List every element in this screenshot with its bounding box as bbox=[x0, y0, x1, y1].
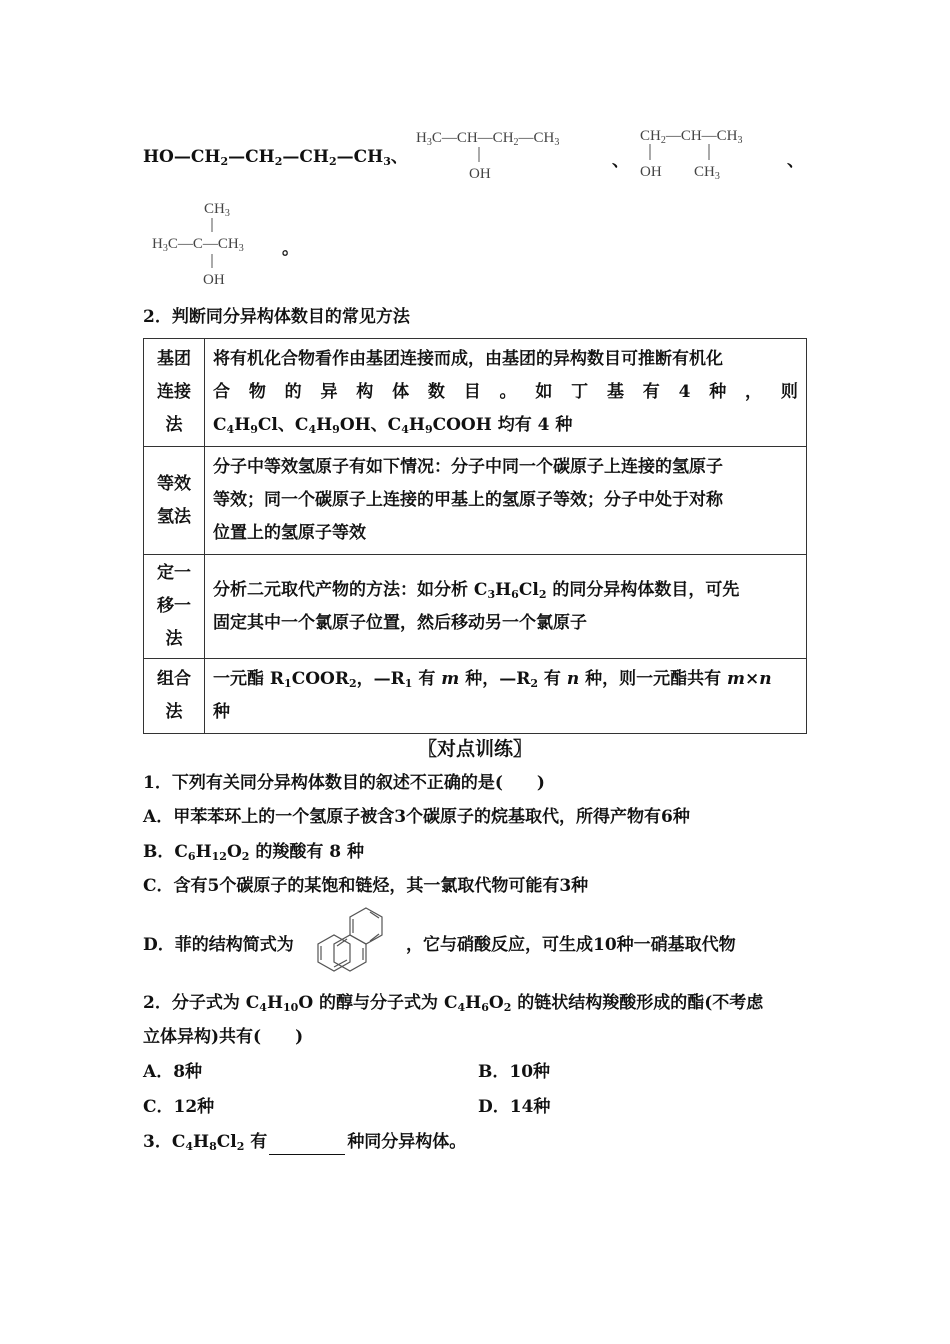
structure-2-butanol bbox=[414, 122, 614, 184]
structure-tert-butanol bbox=[152, 196, 282, 292]
q1-option-d-pre: D．菲的结构简式为 bbox=[143, 935, 294, 955]
svg-text:OH: OH bbox=[469, 166, 491, 182]
svg-text:CH3: $CH_3$ bbox=[694, 164, 720, 182]
method-desc: 分析二元取代产物的方法：如分析 $C_3H_6Cl_2$ 的同分异构体数目，可先 固定其中一个氯原子位置，然后移动另一个氯原子 bbox=[205, 555, 807, 659]
q2-option-c: C．12种 bbox=[143, 1097, 215, 1117]
method-desc: 一元酯 $R_1COOR_2$，$—R_1$ 有 m 种，$—R_2$ 有 n 种，则一元酯共有 m×n 种 bbox=[205, 659, 807, 734]
methods-table bbox=[143, 338, 807, 734]
method-name: 基团 连接 法 bbox=[144, 339, 205, 447]
structure-separator: 、 bbox=[787, 151, 804, 171]
svg-text:H3C—CH—CH2—CH3: $H_3C—CH—CH_2—CH_3$ bbox=[416, 130, 560, 148]
q2-option-a: A．8种 bbox=[143, 1062, 203, 1082]
svg-text:H3C—C—CH3: $H_3C—C—CH_3$ bbox=[152, 236, 244, 254]
method-name: 组合 法 bbox=[144, 659, 205, 734]
q2-option-d: D．14种 bbox=[478, 1097, 551, 1117]
table-row bbox=[144, 555, 807, 659]
structure-2-methyl-1-propanol bbox=[638, 122, 788, 184]
table-row bbox=[144, 447, 807, 555]
q1-option-b: B．$C_6H_{12}O_2$ 的羧酸有 8 种 bbox=[143, 842, 364, 863]
q1-option-c: C．含有5个碳原子的某饱和链烃，其一氯取代物可能有3种 bbox=[143, 876, 589, 896]
q2-stem-line1: 2．分子式为 $C_4H_{10}O$ 的醇与分子式为 $C_4H_6O_2$ 的链状结构羧酸形成的酯(不考虑 bbox=[143, 993, 764, 1014]
section-title: 2．判断同分异构体数目的常见方法 bbox=[143, 307, 410, 327]
structure-1-butanol: $HO—CH_2—CH_2—CH_2—CH_3$、 bbox=[143, 147, 408, 168]
q2-stem-line2: 立体异构)共有( ) bbox=[143, 1027, 304, 1047]
table-row bbox=[144, 659, 807, 734]
svg-text:CH2—CH—CH3: $CH_2—CH—CH_3$ bbox=[640, 128, 743, 146]
q3-stem: 3．$C_4H_8Cl_2$ 有 种同分异构体。 bbox=[143, 1132, 467, 1153]
svg-text:CH3: $CH_3$ bbox=[204, 201, 230, 219]
method-name: 等效 氢法 bbox=[144, 447, 205, 555]
phenanthrene-third-ring bbox=[316, 904, 406, 974]
structure-separator: 、 bbox=[612, 151, 629, 171]
method-name: 定一 移一 法 bbox=[144, 555, 205, 659]
practice-title: 〖对点训练〗 bbox=[417, 738, 532, 760]
q1-option-a: A．甲苯苯环上的一个氢原子被含3个碳原子的烷基取代，所得产物有6种 bbox=[143, 807, 690, 827]
q1-option-d-post: ，它与硝酸反应，可生成10种一硝基取代物 bbox=[406, 935, 736, 955]
answer-blank[interactable] bbox=[269, 1136, 345, 1155]
svg-text:OH: OH bbox=[640, 164, 662, 180]
structure-end-mark: 。 bbox=[282, 239, 299, 259]
method-desc: 将有机化合物看作由基团连接而成，由基团的异构数目可推断有机化 合 物 的 异 构 体 数 目 。 如 丁 基 有 4 种 ， 则 $C_4H_9Cl$、$C_4H_9OH$、$C_4H_9COOH$ 均有 4 种 bbox=[205, 339, 807, 447]
table-row bbox=[144, 339, 807, 447]
q2-option-b: B．10种 bbox=[478, 1062, 551, 1082]
q1-stem: 1．下列有关同分异构体数目的叙述不正确的是( ) bbox=[143, 773, 545, 793]
method-desc: 分子中等效氢原子有如下情况：分子中同一个碳原子上连接的氢原子 等效；同一个碳原子上连接的甲基上的氢原子等效；分子中处于对称 位置上的氢原子等效 bbox=[205, 447, 807, 555]
svg-text:OH: OH bbox=[203, 272, 225, 288]
